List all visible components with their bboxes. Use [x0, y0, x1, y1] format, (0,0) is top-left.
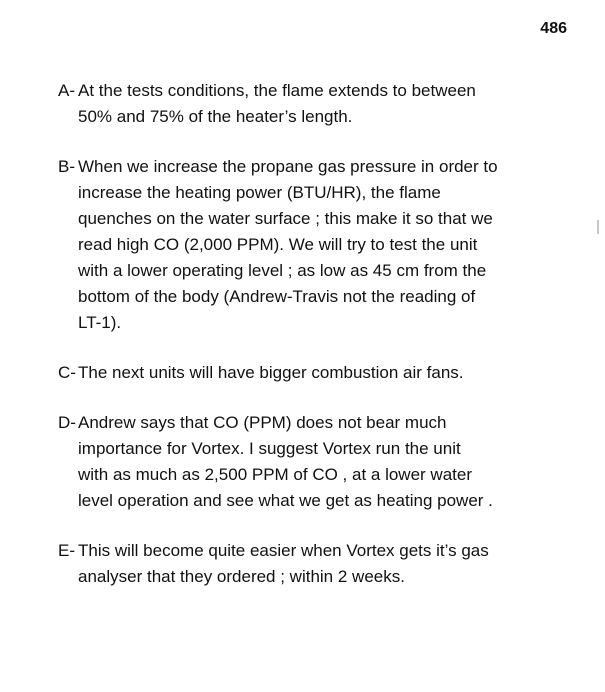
item-marker: C-: [58, 363, 76, 382]
item-line: This will become quite easier when Vortex gets it’s gas: [78, 541, 489, 560]
item-marker: A-: [58, 81, 75, 100]
item-line: increase the heating power (BTU/HR), the flame: [78, 183, 441, 202]
item-line: read high CO (2,000 PPM). We will try to test the unit: [78, 235, 478, 254]
list-item-d: [58, 410, 578, 514]
item-line: 50% and 75% of the heater’s length.: [78, 107, 353, 126]
item-marker: B-: [58, 157, 75, 176]
item-line: level operation and see what we get as heating power .: [78, 491, 493, 510]
notes-list: [58, 78, 578, 614]
item-text: [78, 154, 578, 336]
item-marker: D-: [58, 413, 76, 432]
item-text: [78, 410, 578, 514]
item-line: quenches on the water surface ; this make it so that we: [78, 209, 493, 228]
item-line: When we increase the propane gas pressure in order to: [78, 157, 498, 176]
list-item-c: [58, 360, 578, 386]
item-line: importance for Vortex. I suggest Vortex run the unit: [78, 439, 461, 458]
item-text: [78, 538, 578, 590]
item-line: with as much as 2,500 PPM of CO , at a lower water: [78, 465, 472, 484]
item-text: [78, 360, 578, 386]
item-line: bottom of the body (Andrew-Travis not the reading of: [78, 287, 476, 306]
list-item-e: [58, 538, 578, 590]
item-line: with a lower operating level ; as low as 45 cm from the: [78, 261, 487, 280]
scan-artifact-mark: [597, 220, 599, 234]
item-marker: E-: [58, 541, 75, 560]
item-line: At the tests conditions, the flame extends to between: [78, 81, 476, 100]
item-text: [78, 78, 578, 130]
item-line: LT-1).: [78, 313, 122, 332]
item-line: analyser that they ordered ; within 2 weeks.: [78, 567, 405, 586]
page-number: 486: [540, 20, 567, 37]
list-item-a: [58, 78, 578, 130]
item-line: Andrew says that CO (PPM) does not bear much: [78, 413, 447, 432]
list-item-b: [58, 154, 578, 336]
item-line: The next units will have bigger combustion air fans.: [78, 363, 464, 382]
